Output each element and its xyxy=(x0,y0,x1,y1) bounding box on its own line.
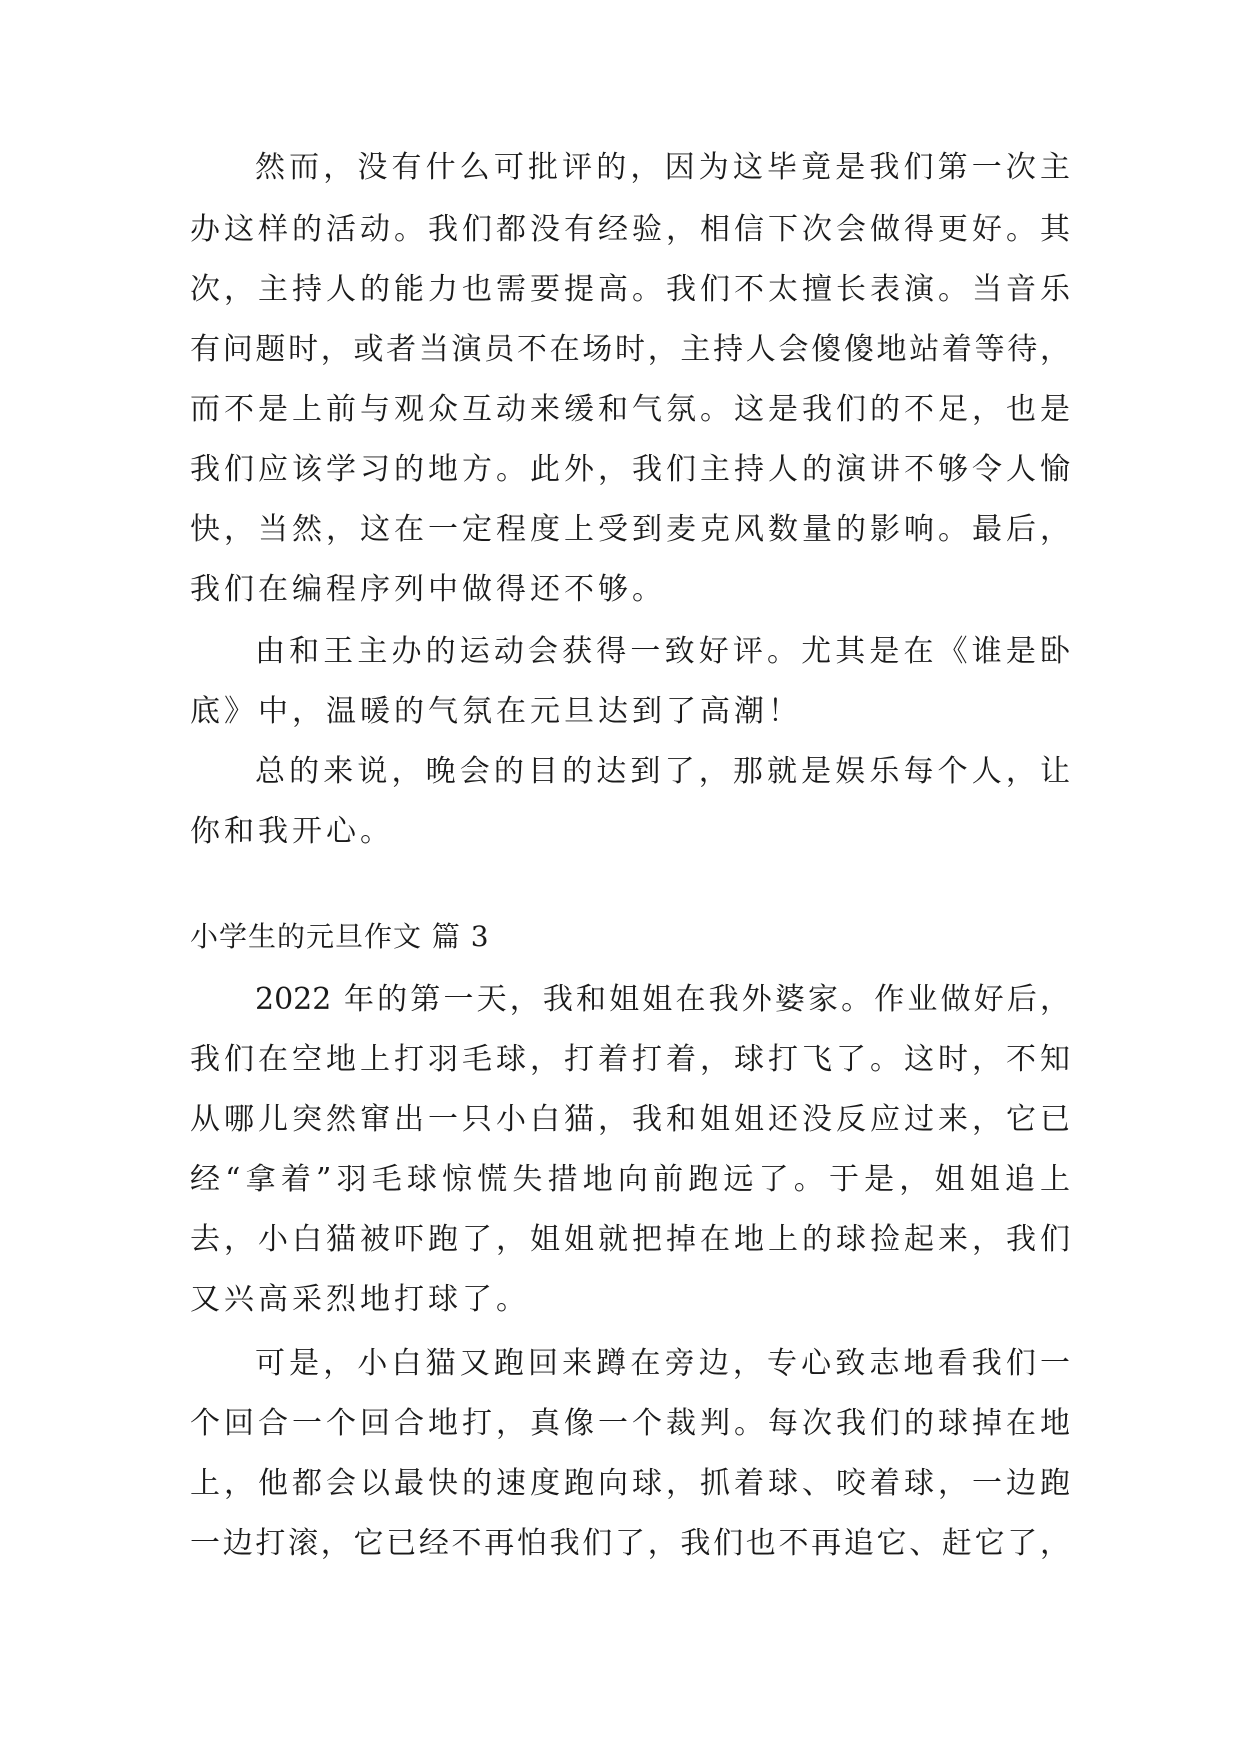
paragraph-line: 一边打滚，它已经不再怕我们了，我们也不再追它、赶它了， xyxy=(190,1526,1070,1561)
paragraph-line: 而不是上前与观众互动来缓和气氛。这是我们的不足，也是 xyxy=(190,392,1070,427)
paragraph-line: 2022 年的第一天，我和姐姐在我外婆家。作业做好后， xyxy=(255,982,1070,1017)
paragraph-line: 办这样的活动。我们都没有经验，相信下次会做得更好。其 xyxy=(190,212,1070,247)
paragraph-line: 你和我开心。 xyxy=(190,814,394,849)
paragraph-line: 可是，小白猫又跑回来蹲在旁边，专心致志地看我们一 xyxy=(255,1346,1070,1381)
paragraph-line: 由和王主办的运动会获得一致好评。尤其是在《谁是卧 xyxy=(255,634,1070,669)
paragraph-line: 总的来说，晚会的目的达到了，那就是娱乐每个人，让 xyxy=(255,754,1070,789)
paragraph-line: 快，当然，这在一定程度上受到麦克风数量的影响。最后， xyxy=(190,512,1070,547)
paragraph-line: 经“拿着”羽毛球惊慌失措地向前跑远了。于是，姐姐追上 xyxy=(190,1162,1070,1197)
paragraph-line: 又兴高采烈地打球了。 xyxy=(190,1282,530,1317)
paragraph-line: 我们在编程序列中做得还不够。 xyxy=(190,572,666,607)
paragraph-line: 去，小白猫被吓跑了，姐姐就把掉在地上的球捡起来，我们 xyxy=(190,1222,1070,1257)
paragraph-line: 我们在空地上打羽毛球，打着打着，球打飞了。这时，不知 xyxy=(190,1042,1070,1077)
paragraph-line: 底》中，温暖的气氛在元旦达到了高潮！ xyxy=(190,694,802,729)
paragraph-line: 上，他都会以最快的速度跑向球，抓着球、咬着球，一边跑 xyxy=(190,1466,1070,1501)
paragraph-line: 有问题时，或者当演员不在场时，主持人会傻傻地站着等待， xyxy=(190,332,1070,367)
paragraph-line: 从哪儿突然窜出一只小白猫，我和姐姐还没反应过来，它已 xyxy=(190,1102,1070,1137)
paragraph-line: 然而，没有什么可批评的，因为这毕竟是我们第一次主 xyxy=(255,150,1070,185)
paragraph-line: 次，主持人的能力也需要提高。我们不太擅长表演。当音乐 xyxy=(190,272,1070,307)
paragraph-line: 个回合一个回合地打，真像一个裁判。每次我们的球掉在地 xyxy=(190,1406,1070,1441)
section-heading: 小学生的元旦作文 篇 3 xyxy=(190,920,490,953)
paragraph-line: 我们应该学习的地方。此外，我们主持人的演讲不够令人愉 xyxy=(190,452,1070,487)
